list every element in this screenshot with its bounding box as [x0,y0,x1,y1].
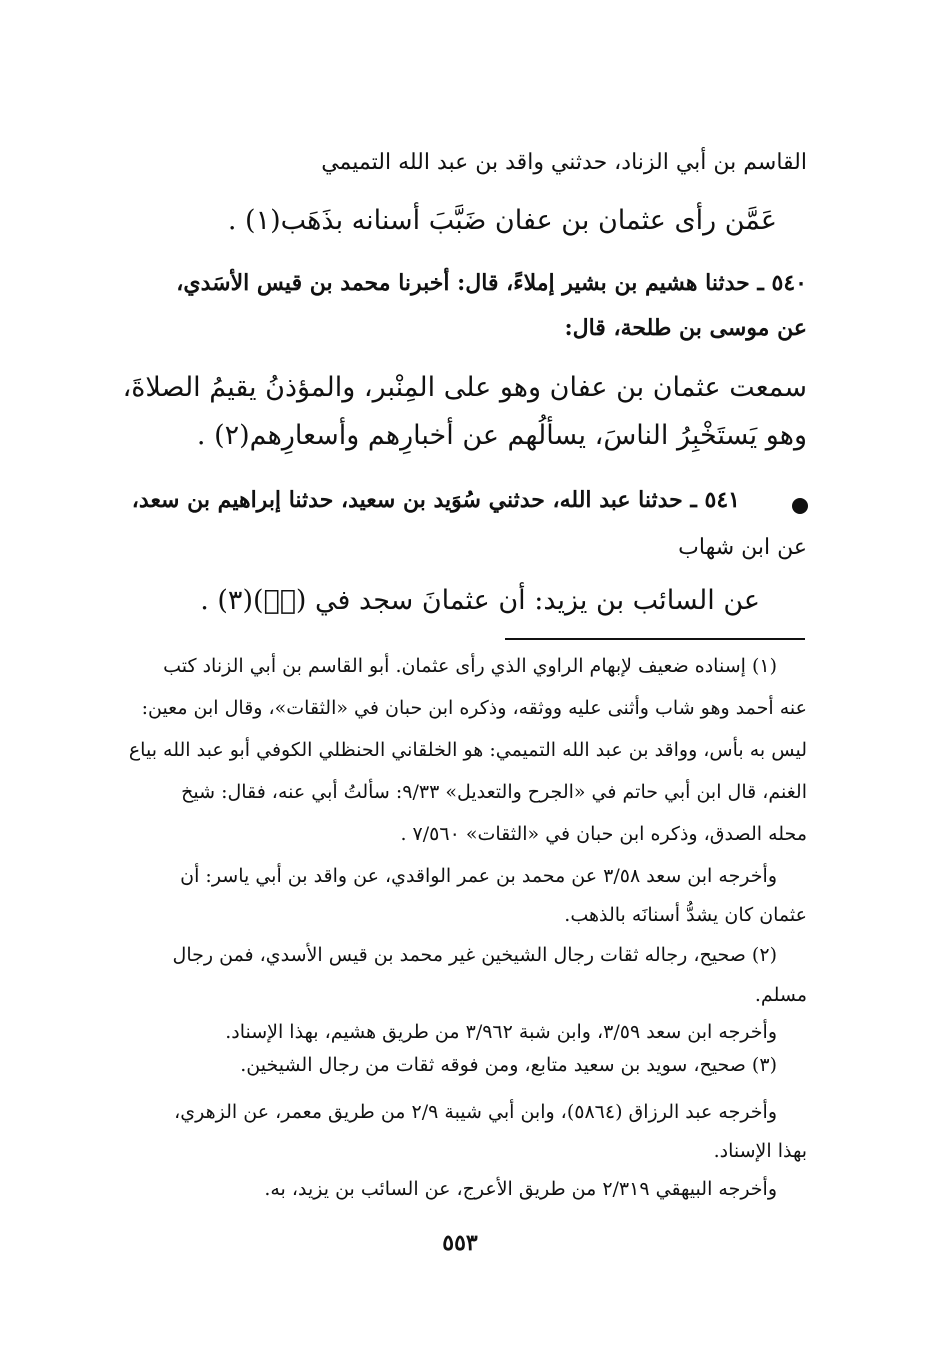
hadith-540-isnad-cont: عن موسى بن طلحة، قال: [564,315,807,341]
footnote-1-line: محله الصدق، وذكره ابن حبان في «الثقات» ٧/٥٦٠ . [400,823,807,845]
page-number: ٥٥٣ [442,1230,478,1256]
footnote-3-line: وأخرجه عبد الرزاق (٥٨٦٤)، وابن أبي شيبة ٢/٩ من طريق معمر، عن الزهري، [174,1101,777,1123]
footnote-1: (١) إسناده ضعيف لإبهام الراوي الذي رأى عثمان. أبو القاسم بن أبي الزناد كتب [163,655,777,677]
footnote-3: (٣) صحيح، سويد بن سعيد متابع، ومن فوقه ثقات من رجال الشيخين. [240,1054,777,1076]
footnote-separator [505,638,805,640]
footnote-2-line: وأخرجه ابن سعد ٣/٥٩، وابن شبة ٣/٩٦٢ من طريق هشيم، بهذا الإسناد. [225,1021,777,1043]
hadith-541-isnad-cont: عن ابن شهاب [678,535,807,560]
footnote-1-line: عنه أحمد وهو شاب وأثنى عليه ووثقه، وذكره ابن حبان في «الثقات»، وقال ابن معين: [141,697,807,719]
footnote-3-line: بهذا الإسناد. [713,1140,807,1162]
hadith-541-isnad: ٥٤١ ـ حدثنا عبد الله، حدثني سُوَيد بن سعيد، حدثنا إبراهيم بن سعد، [131,487,740,513]
hadith-540-isnad: ٥٤٠ ـ حدثنا هشيم بن بشير إملاءً، قال: أخبرنا محمد بن قيس الأسَدي، [176,270,807,296]
matn-line: عَمَّن رأى عثمان بن عفان ضَبَّبَ أسنانه بذَهَب(١) . [227,205,777,236]
hadith-540-matn-cont: وهو يَستَخْبِرُ الناسَ، يسألُهم عن أخبارِهم وأسعارِهم(٢) . [196,420,807,451]
hadith-540-matn: سمعت عثمان بن عفان وهو على المِنْبر، والمؤذنُ يقيمُ الصلاةَ، [122,372,807,403]
footnote-2: (٢) صحيح، رجاله ثقات رجال الشيخين غير محمد بن قيس الأسدي، فمن رجال [172,944,777,966]
hadith-bullet-marker [792,498,808,514]
footnote-2-line: مسلم. [754,984,807,1006]
footnote-1-line: الغنم، قال ابن أبي حاتم في «الجرح والتعديل» ٩/٣٣: سألتُ أبي عنه، فقال: شيخ [181,781,807,803]
footnote-3-line: وأخرجه البيهقي ٢/٣١٩ من طريق الأعرج، عن السائب بن يزيد، به. [264,1178,777,1200]
narrator-line: القاسم بن أبي الزناد، حدثني واقد بن عبد الله التميمي [321,150,807,175]
hadith-541-matn: عن السائب بن يزيد: أن عثمانَ سجد في (صۤ)(٣) . [200,585,760,616]
footnote-1-line: وأخرجه ابن سعد ٣/٥٨ عن محمد بن عمر الواقدي، عن واقد بن أبي ياسر: أن [180,865,777,887]
footnote-1-line: ليس به بأس، وواقد بن عبد الله التميمي: هو الخلقاني الحنظلي الكوفي أبو عبد الله بياع [128,739,807,761]
footnote-1-line: عثمان كان يشدُّ أسنانَه بالذهب. [564,904,807,926]
